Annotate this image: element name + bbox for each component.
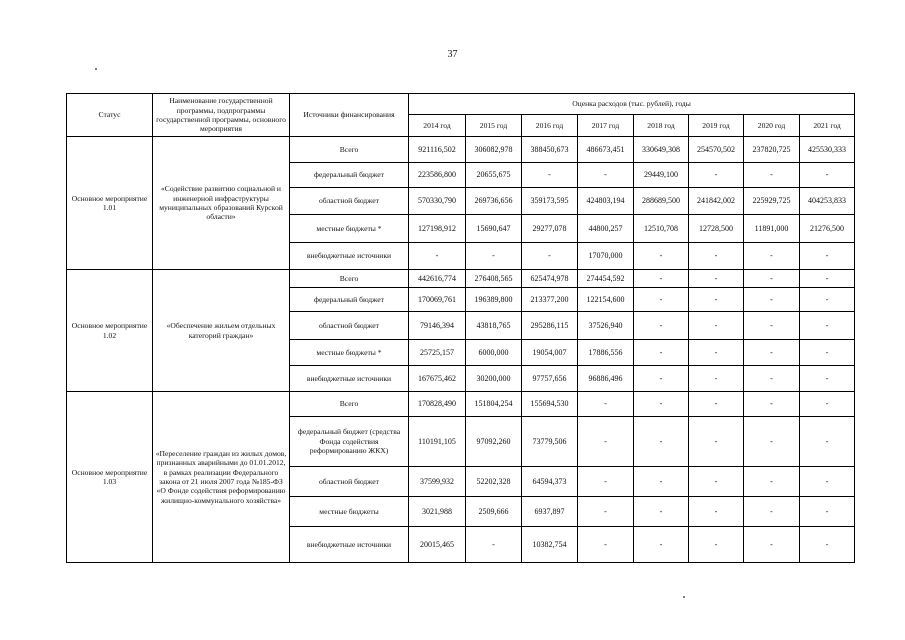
funding-source-cell: внебюджетные источники [290,366,409,392]
value-cell: - [522,163,578,188]
value-cell: - [744,467,800,497]
header-year: 2020 год [744,115,800,137]
value-cell: 17070,000 [578,243,634,270]
funding-source-cell: федеральный бюджет [290,288,409,312]
value-cell: - [689,527,744,563]
value-cell: - [744,497,800,527]
value-cell: - [409,243,466,270]
value-cell: - [689,392,744,417]
table-row [67,137,855,163]
value-cell: 15690,647 [466,215,522,243]
value-cell: - [689,243,744,270]
value-cell: - [800,340,855,366]
page-number: 37 [447,49,458,60]
header-year: 2014 год [409,115,466,137]
status-cell: Основное мероприятие 1.01 [67,137,153,270]
value-cell: - [689,366,744,392]
value-cell: 295286,115 [522,312,578,340]
header-estimate: Оценка расходов (тыс. рублей), годы [409,94,855,115]
value-cell: - [800,392,855,417]
value-cell: 6000,000 [466,340,522,366]
value-cell: 269736,656 [466,188,522,215]
value-cell: - [800,312,855,340]
value-cell: - [634,392,689,417]
value-cell: - [800,497,855,527]
value-cell: 44800,257 [578,215,634,243]
value-cell: 20655,675 [466,163,522,188]
value-cell: 64594,373 [522,467,578,497]
value-cell: - [689,163,744,188]
value-cell: - [466,243,522,270]
value-cell: - [744,270,800,288]
value-cell: - [578,527,634,563]
value-cell: 20015,465 [409,527,466,563]
value-cell: 486673,451 [578,137,634,163]
value-cell: - [800,243,855,270]
value-cell: 225929,725 [744,188,800,215]
status-cell: Основное мероприятие 1.02 [67,270,153,392]
header-year: 2017 год [578,115,634,137]
value-cell: 167675,462 [409,366,466,392]
value-cell: 2509,666 [466,497,522,527]
value-cell: 29449,100 [634,163,689,188]
funding-source-cell: местные бюджеты * [290,340,409,366]
program-name-cell: «Обеспечение жильем отдельных категорий граждан» [153,270,290,392]
value-cell: 30200,000 [466,366,522,392]
value-cell: - [634,497,689,527]
value-cell: 6937,897 [522,497,578,527]
value-cell: 425530,333 [800,137,855,163]
header-year: 2018 год [634,115,689,137]
value-cell: 97757,656 [522,366,578,392]
value-cell: 11891,000 [744,215,800,243]
value-cell: - [578,467,634,497]
value-cell: - [634,366,689,392]
value-cell: - [744,366,800,392]
value-cell: 79146,394 [409,312,466,340]
header-year: 2016 год [522,115,578,137]
value-cell: 625474,978 [522,270,578,288]
value-cell: - [578,497,634,527]
funding-source-cell: федеральный бюджет (средства Фонда содействия реформированию ЖКХ) [290,417,409,467]
value-cell: - [689,270,744,288]
value-cell: - [800,417,855,467]
funding-source-cell: областной бюджет [290,188,409,215]
value-cell: 37599,932 [409,467,466,497]
funding-source-cell: внебюджетные источники [290,243,409,270]
value-cell: 12728,500 [689,215,744,243]
funding-source-cell: Всего [290,137,409,163]
value-cell: 404253,833 [800,188,855,215]
scan-speck [95,68,97,70]
value-cell: - [634,288,689,312]
value-cell: 3021,988 [409,497,466,527]
header-funding-sources: Источники финансирования [290,94,409,137]
value-cell: 170828,490 [409,392,466,417]
value-cell: 73779,506 [522,417,578,467]
header-year: 2015 год [466,115,522,137]
funding-source-cell: областной бюджет [290,467,409,497]
value-cell: 241842,002 [689,188,744,215]
header-program-name: Наименование государственной программы, подпрограммы государственной программы, основного мероприятия [153,94,290,137]
value-cell: 25725,157 [409,340,466,366]
value-cell: - [634,527,689,563]
scan-speck [683,596,685,598]
value-cell: 276408,565 [466,270,522,288]
expenditure-table [66,93,855,563]
value-cell: 921116,502 [409,137,466,163]
header-year: 2019 год [689,115,744,137]
value-cell: 196389,800 [466,288,522,312]
value-cell: - [466,527,522,563]
value-cell: - [744,288,800,312]
program-name-cell: «Переселение граждан из жилых домов, признанных аварийными до 01.01.2012, в рамках реализации Федерального закона от 21 июля 2007 года №185-ФЗ «О Фонде содействия реформированию жилищно-коммунального хозяйства» [153,392,290,563]
value-cell: 330649,308 [634,137,689,163]
value-cell: 97092,260 [466,417,522,467]
value-cell: - [689,417,744,467]
value-cell: 170069,761 [409,288,466,312]
value-cell: 21276,500 [800,215,855,243]
header-status: Статус [67,94,153,137]
value-cell: - [800,467,855,497]
value-cell: - [689,497,744,527]
value-cell: - [689,288,744,312]
status-cell: Основное мероприятие 1.03 [67,392,153,563]
value-cell: 122154,600 [578,288,634,312]
value-cell: - [634,417,689,467]
value-cell: 110191,105 [409,417,466,467]
value-cell: - [744,417,800,467]
value-cell: 570330,790 [409,188,466,215]
header-year: 2021 год [800,115,855,137]
value-cell: 29277,078 [522,215,578,243]
value-cell: 442616,774 [409,270,466,288]
value-cell: 12510,708 [634,215,689,243]
value-cell: - [800,163,855,188]
value-cell: 151804,254 [466,392,522,417]
value-cell: - [800,366,855,392]
value-cell: - [744,340,800,366]
value-cell: 17886,556 [578,340,634,366]
value-cell: 10382,754 [522,527,578,563]
value-cell: 127198,912 [409,215,466,243]
value-cell: - [578,163,634,188]
value-cell: - [800,527,855,563]
funding-source-cell: Всего [290,270,409,288]
value-cell: - [744,527,800,563]
value-cell: 359173,595 [522,188,578,215]
value-cell: 43818,765 [466,312,522,340]
value-cell: 52202,328 [466,467,522,497]
value-cell: 288689,500 [634,188,689,215]
value-cell: 237820,725 [744,137,800,163]
value-cell: - [744,243,800,270]
value-cell: - [689,467,744,497]
value-cell: 254570,502 [689,137,744,163]
value-cell: 37526,940 [578,312,634,340]
value-cell: - [522,243,578,270]
value-cell: 424803,194 [578,188,634,215]
program-name-cell: «Содействие развитию социальной и инженерной инфраструктуры муниципальных образований Курской области» [153,137,290,270]
funding-source-cell: местные бюджеты [290,497,409,527]
funding-source-cell: местные бюджеты * [290,215,409,243]
value-cell: - [800,288,855,312]
table-row [67,392,855,417]
value-cell: - [634,270,689,288]
value-cell: - [634,312,689,340]
funding-source-cell: федеральный бюджет [290,163,409,188]
value-cell: - [578,417,634,467]
value-cell: - [800,270,855,288]
value-cell: - [634,243,689,270]
value-cell: 274454,592 [578,270,634,288]
value-cell: - [744,163,800,188]
value-cell: 96886,496 [578,366,634,392]
value-cell: 155694,530 [522,392,578,417]
value-cell: 388450,673 [522,137,578,163]
value-cell: 213377,200 [522,288,578,312]
value-cell: - [744,312,800,340]
value-cell: - [634,467,689,497]
funding-source-cell: внебюджетные источники [290,527,409,563]
value-cell: - [634,340,689,366]
value-cell: 223586,800 [409,163,466,188]
value-cell: - [744,392,800,417]
value-cell: - [578,392,634,417]
table-row [67,270,855,288]
funding-source-cell: областной бюджет [290,312,409,340]
value-cell: 306082,978 [466,137,522,163]
funding-source-cell: Всего [290,392,409,417]
value-cell: - [689,340,744,366]
value-cell: 19054,007 [522,340,578,366]
value-cell: - [689,312,744,340]
